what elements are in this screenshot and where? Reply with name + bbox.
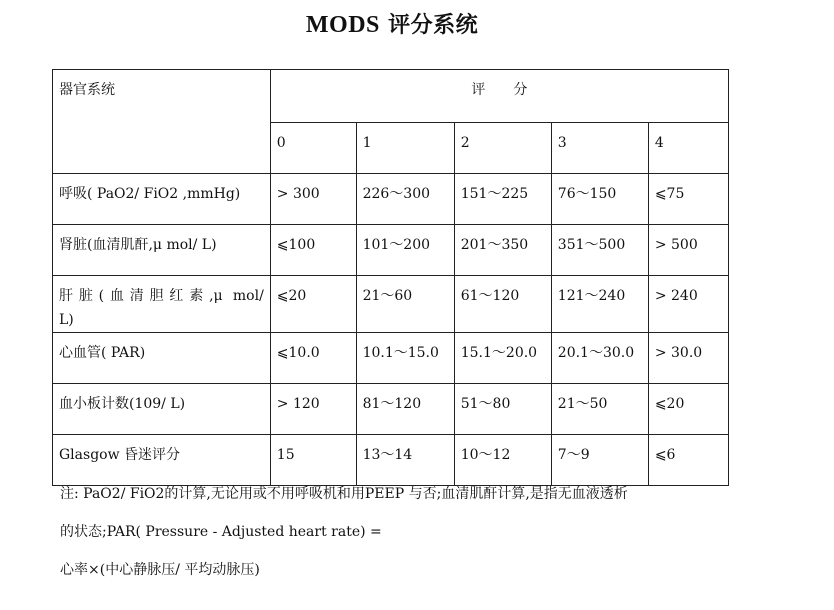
score-level-2: 2 [454,123,551,174]
table-cell: 21～50 [551,384,648,435]
note-line-1: 注: PaO2/ FiO2的计算,无论用或不用呼吸机和用PEEP 与否;血清肌酐计算,是指无血液透析 [60,486,628,502]
table-cell: 10～12 [454,435,551,486]
title-latin: MODS [305,12,380,38]
system-cardiovascular: 心血管( PAR) [53,333,271,384]
table-cell: ⩽20 [270,276,356,333]
system-glasgow: Glasgow 昏迷评分 [53,435,271,486]
table-cell: 76～150 [551,174,648,225]
system-hepatic-line2: L) [59,312,74,328]
system-respiratory: 呼吸( PaO2/ FiO2 ,mmHg) [53,174,271,225]
score-level-1: 1 [356,123,454,174]
table-cell: 20.1～30.0 [551,333,648,384]
table-cell: > 240 [648,276,728,333]
title-cjk: 评分系统 [388,12,479,38]
score-level-4: 4 [648,123,728,174]
table-row-respiratory [53,174,729,225]
table-cell: ⩽10.0 [270,333,356,384]
table-cell: > 300 [270,174,356,225]
table-header-row [53,70,729,123]
system-hepatic-line1: 肝脏(血清胆红素,μ mol/ [59,288,264,304]
table-cell: 151～225 [454,174,551,225]
table-row-glasgow [53,435,729,486]
score-level-0: 0 [270,123,356,174]
table-cell: 101～200 [356,225,454,276]
table-cell: 21～60 [356,276,454,333]
table-cell: > 30.0 [648,333,728,384]
note-line-2: 的状态;PAR( Pressure - Adjusted heart rate) = [60,524,382,540]
mods-score-table [52,69,729,486]
table-cell: 13～14 [356,435,454,486]
table-row-platelet [53,384,729,435]
table-cell: 15 [270,435,356,486]
table-cell: 351～500 [551,225,648,276]
table-cell: 15.1～20.0 [454,333,551,384]
table-cell: 10.1～15.0 [356,333,454,384]
table-cell: ⩽75 [648,174,728,225]
table-row-hepatic [53,276,729,333]
system-renal: 肾脏(血清肌酐,μ mol/ L) [53,225,271,276]
note-line-3: 心率×(中心静脉压/ 平均动脉压) [60,562,260,578]
table-cell: 226～300 [356,174,454,225]
score-level-3: 3 [551,123,648,174]
table-cell: > 120 [270,384,356,435]
table-cell: ⩽20 [648,384,728,435]
table-cell: ⩽6 [648,435,728,486]
page-title [0,8,784,39]
table-cell: 121～240 [551,276,648,333]
table-cell: 7～9 [551,435,648,486]
table-cell: ⩽100 [270,225,356,276]
score-header: 评 分 [270,70,728,123]
table-row-cardiovascular [53,333,729,384]
table-row-renal [53,225,729,276]
table-cell: 81～120 [356,384,454,435]
table-cell: > 500 [648,225,728,276]
system-platelet: 血小板计数(109/ L) [53,384,271,435]
table-cell: 61～120 [454,276,551,333]
table-cell: 201～350 [454,225,551,276]
organ-system-header: 器官系统 [53,70,271,174]
table-cell: 51～80 [454,384,551,435]
system-hepatic [53,276,271,333]
